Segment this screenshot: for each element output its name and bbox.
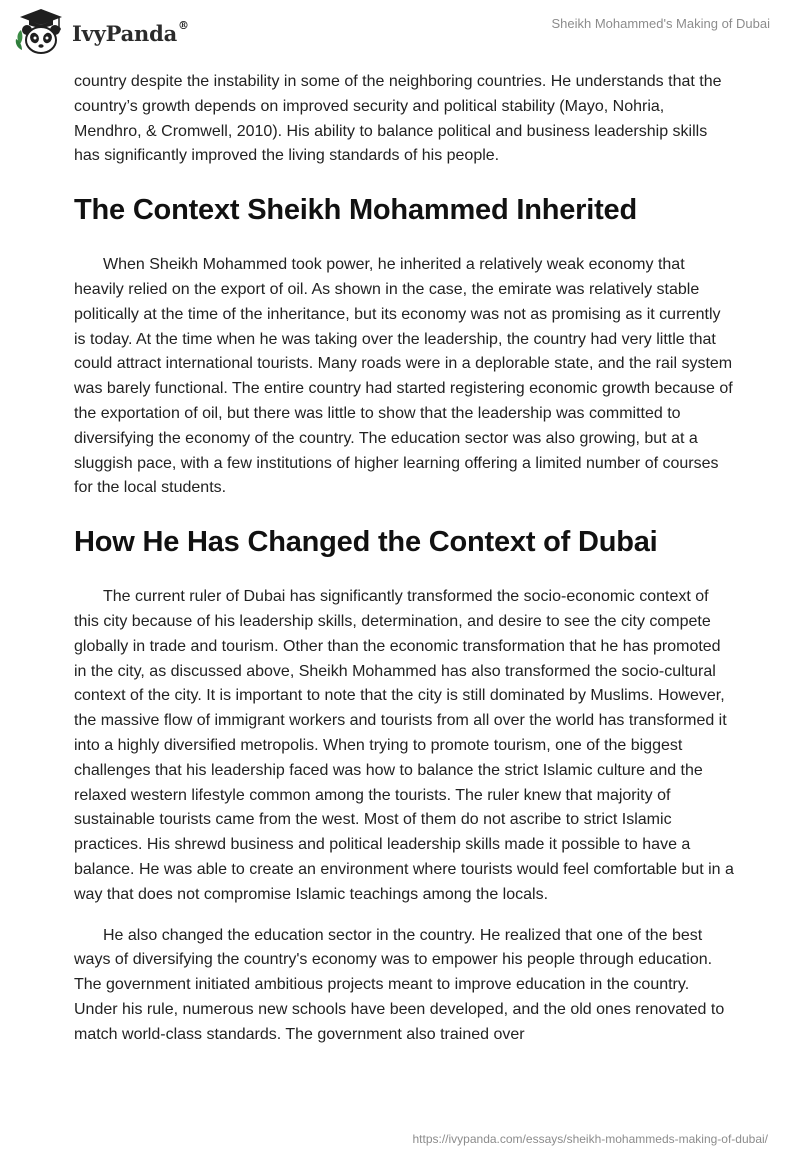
section-heading-context-inherited: The Context Sheikh Mohammed Inherited bbox=[74, 194, 637, 227]
ivypanda-logo[interactable] bbox=[14, 6, 189, 60]
essay-body bbox=[74, 70, 734, 1048]
paragraph-intro: country despite the instability in some of the neighboring countries. He understands that the country’s growth depends on improved security and political stability (Mayo, Nohria, Mendhro, & Cromwell, 2010). His ability to balance political and business leadership skills has significantly improved the living standards of his people. bbox=[74, 73, 722, 165]
section-heading-changed-context: How He Has Changed the Context of Dubai bbox=[74, 526, 658, 559]
paragraph-changed-context: The current ruler of Dubai has significantly transformed the socio-economic context of this city because of his leadership skills, determination, and desire to see the city compete globally in trade and tourism. Other than the economic transformation that he has promoted in the city, as discussed above, Sheikh Mohammed has also transformed the socio-cultural context of the city. It is important to note that the city is still dominated by Muslims. However, the massive flow of immigrant workers and tourists from all over the world has transformed it into a highly diversified metropolis. When trying to promote tourism, one of the biggest challenges that his leadership faced was how to balance the strict Islamic culture and the relaxed western lifestyle common among the tourists. The ruler knew that majority of sustainable tourists came from the west. Most of them do not ascribe to strict Islamic practices. His shrewd business and political leadership skills made it possible to have a balance. He was able to create an environment where tourists would feel comfortable but in a way that does not compromise Islamic teachings among the locals. bbox=[74, 588, 734, 903]
source-url[interactable]: https://ivypanda.com/essays/sheikh-mohammeds-making-of-dubai/ bbox=[412, 1132, 768, 1146]
paragraph-education: He also changed the education sector in the country. He realized that one of the best ways of diversifying the country's economy was to empower his people through education. The government initiated ambitious projects meant to improve education in the country. Under his rule, numerous new schools have been developed, and the old ones renovated to match world-class standards. The government also trained over bbox=[74, 926, 725, 1043]
page-header bbox=[0, 0, 800, 68]
brand-name: IvyPanda® bbox=[72, 18, 189, 46]
panda-mascot-icon bbox=[14, 6, 68, 60]
paragraph-context-inherited: When Sheikh Mohammed took power, he inherited a relatively weak economy that heavily relied on the export of oil. As shown in the case, the emirate was relatively stable politically at the time of the inheritance, but its economy was not as promising as it currently is today. At the time when he was taking over the leadership, the country had very little that could attract international tourists. Many roads were in a deplorable state, and the rail system was barely functional. The entire country had started registering economic growth because of the exportation of oil, but there was little to show that the leadership was committed to diversifying the economy of the country. The education sector was also growing, but at a sluggish pace, with a few institutions of higher learning offering a limited number of courses for the local students. bbox=[74, 256, 733, 497]
document-title: Sheikh Mohammed's Making of Dubai bbox=[551, 16, 770, 31]
